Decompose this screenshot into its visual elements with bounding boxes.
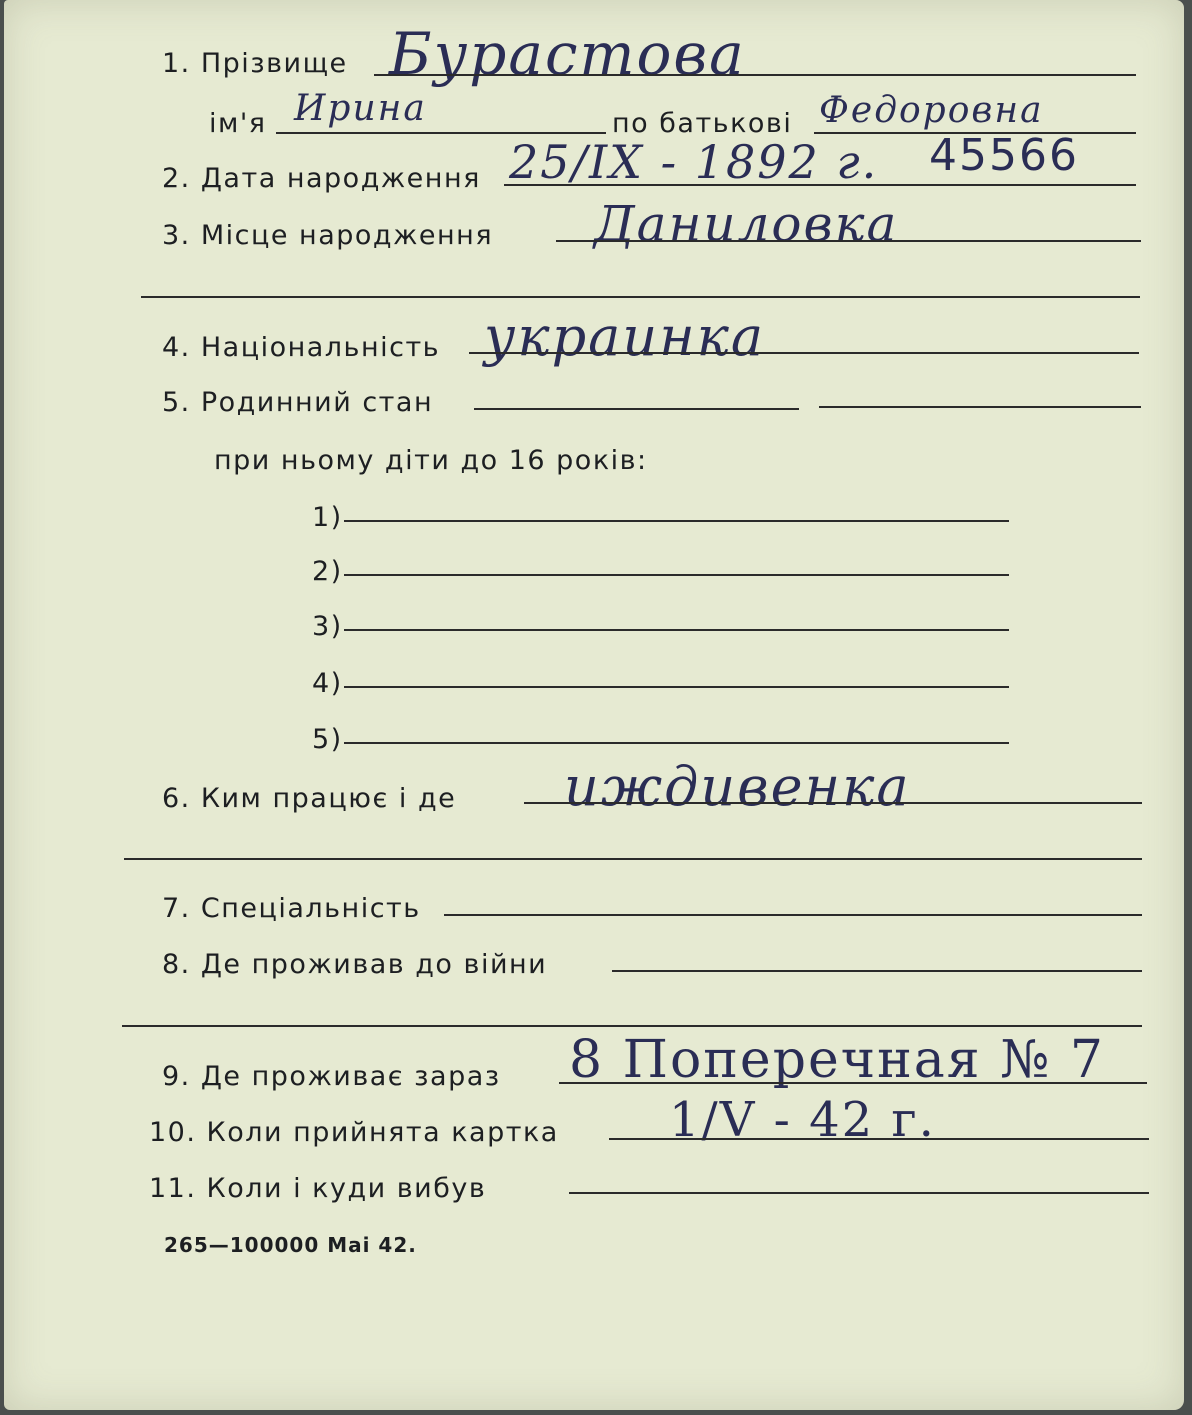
birth-date-line: [504, 184, 1136, 186]
current-residence-label: 9. Де проживає зараз: [162, 1061, 501, 1092]
surname-label: 1. Прізвище: [162, 48, 348, 79]
card-accepted-line: [609, 1138, 1149, 1140]
card-number: 45566: [929, 130, 1079, 181]
current-residence-line: [559, 1082, 1147, 1084]
surname-value: Бурастова: [389, 20, 746, 88]
family-status-line-1: [474, 408, 799, 410]
children-label: при ньому діти до 16 років:: [214, 445, 648, 476]
print-code: 265—100000 Mai 42.: [164, 1233, 417, 1257]
nationality-label: 4. Національність: [162, 332, 441, 363]
patronymic-label: по батькові: [612, 108, 793, 139]
child-3-label: 3): [312, 611, 343, 642]
card-accepted-value: 1/V - 42 г.: [669, 1092, 936, 1148]
child-5-label: 5): [312, 724, 343, 755]
first-name-label: ім'я: [209, 108, 267, 139]
birth-place-line-2: [141, 296, 1140, 298]
work-label: 6. Ким працює і де: [162, 783, 457, 814]
departure-line: [569, 1192, 1149, 1194]
work-line: [524, 802, 1142, 804]
current-residence-value: 8 Поперечная № 7: [569, 1030, 1105, 1090]
prewar-residence-line: [612, 970, 1142, 972]
child-1-line: [344, 520, 1009, 522]
child-2-label: 2): [312, 556, 343, 587]
child-3-line: [344, 629, 1009, 631]
birth-date-value: 25/IX - 1892 г.: [509, 135, 879, 189]
surname-line: [374, 74, 1136, 76]
work-value: иждивенка: [564, 755, 911, 818]
child-5-line: [344, 742, 1009, 744]
registration-card: [4, 0, 1184, 1410]
patronymic-value: Федоровна: [819, 90, 1044, 131]
first-name-line: [276, 132, 606, 134]
work-line-2: [124, 858, 1142, 860]
birth-place-line: [556, 240, 1141, 242]
prewar-residence-label: 8. Де проживав до війни: [162, 949, 548, 980]
first-name-value: Ирина: [294, 88, 427, 129]
nationality-value: украинка: [484, 305, 766, 368]
child-4-label: 4): [312, 668, 343, 699]
specialty-line: [444, 914, 1142, 916]
birth-place-label: 3. Місце народження: [162, 220, 494, 251]
child-1-label: 1): [312, 502, 343, 533]
specialty-label: 7. Спеціальність: [162, 893, 421, 924]
child-2-line: [344, 574, 1009, 576]
family-status-line-2: [819, 406, 1141, 408]
departure-label: 11. Коли і куди вибув: [149, 1173, 487, 1204]
child-4-line: [344, 686, 1009, 688]
prewar-residence-line-2: [122, 1025, 1142, 1027]
card-accepted-label: 10. Коли прийнята картка: [149, 1117, 559, 1148]
birth-place-value: Даниловка: [594, 195, 899, 253]
nationality-line: [469, 352, 1139, 354]
family-status-label: 5. Родинний стан: [162, 387, 434, 418]
birth-date-label: 2. Дата народження: [162, 163, 481, 194]
